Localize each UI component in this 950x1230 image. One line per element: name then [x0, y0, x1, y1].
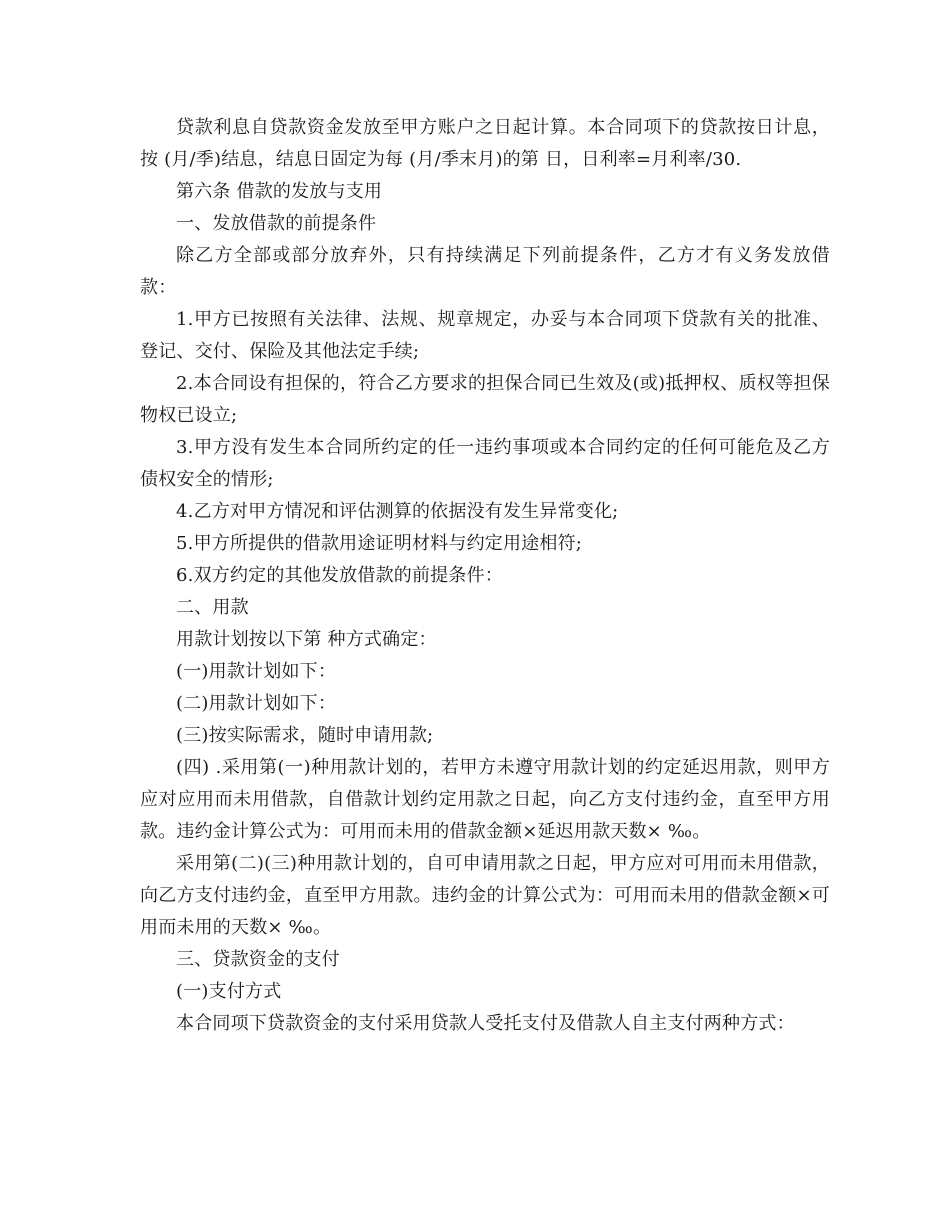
- precondition-item-4: 4.乙方对甲方情况和评估测算的依据没有发生异常变化;: [176, 501, 619, 522]
- usage-plan-option-4: (四) .采用第(一)种用款计划的，若甲方未遵守用款计划的约定延迟用款，则甲方应对应用而未用借款，自借款计划约定用款之日起，向乙方支付违约金，直至甲方用款。违约金计算公式为：可用而未用的借款金额×延迟用款天数× ‰。: [140, 757, 830, 842]
- article-six-heading: 第六条 借款的发放与支用: [176, 181, 383, 202]
- paragraph-usage-plan-intro: 用款计划按以下第 种方式确定：: [176, 629, 437, 650]
- section-one-heading: 一、发放借款的前提条件: [176, 213, 377, 234]
- precondition-item-2: 2.本合同设有担保的，符合乙方要求的担保合同已生效及(或)抵押权、质权等担保物权已设立;: [140, 373, 830, 426]
- usage-plan-option-1: (一)用款计划如下：: [176, 661, 337, 682]
- usage-plan-option-3: (三)按实际需求，随时申请用款;: [176, 725, 434, 746]
- precondition-item-5: 5.甲方所提供的借款用途证明材料与约定用途相符;: [176, 533, 583, 554]
- section-three-heading: 三、贷款资金的支付: [176, 949, 340, 970]
- document-body: [140, 112, 830, 1040]
- precondition-item-1: 1.甲方已按照有关法律、法规、规章规定，办妥与本合同项下贷款有关的批准、登记、交付、保险及其他法定手续;: [140, 309, 830, 362]
- precondition-item-6: 6.双方约定的其他发放借款的前提条件：: [176, 565, 503, 586]
- paragraph-penalty-options-2-3: 采用第(二)(三)种用款计划的，自可申请用款之日起，甲方应对可用而未用借款，向乙方支付违约金，直至甲方用款。违约金的计算公式为：可用而未用的借款金额×可用而未用的天数× ‰。: [140, 853, 830, 938]
- paragraph-payment-method: 本合同项下贷款资金的支付采用贷款人受托支付及借款人自主支付两种方式：: [176, 1013, 795, 1034]
- usage-plan-option-2: (二)用款计划如下：: [176, 693, 337, 714]
- payment-method-heading: (一)支付方式: [176, 981, 282, 1002]
- precondition-item-3: 3.甲方没有发生本合同所约定的任一违约事项或本合同约定的任何可能危及乙方债权安全的情形;: [140, 437, 830, 490]
- section-two-heading: 二、用款: [176, 597, 249, 618]
- paragraph-preconditions-intro: 除乙方全部或部分放弃外，只有持续满足下列前提条件，乙方才有义务发放借款：: [140, 245, 830, 298]
- paragraph-interest-calculation: 贷款利息自贷款资金发放至甲方账户之日起计算。本合同项下的贷款按日计息，按 (月/季)结息，结息日固定为每 (月/季末月)的第 日，日利率=月利率/30.: [140, 117, 830, 170]
